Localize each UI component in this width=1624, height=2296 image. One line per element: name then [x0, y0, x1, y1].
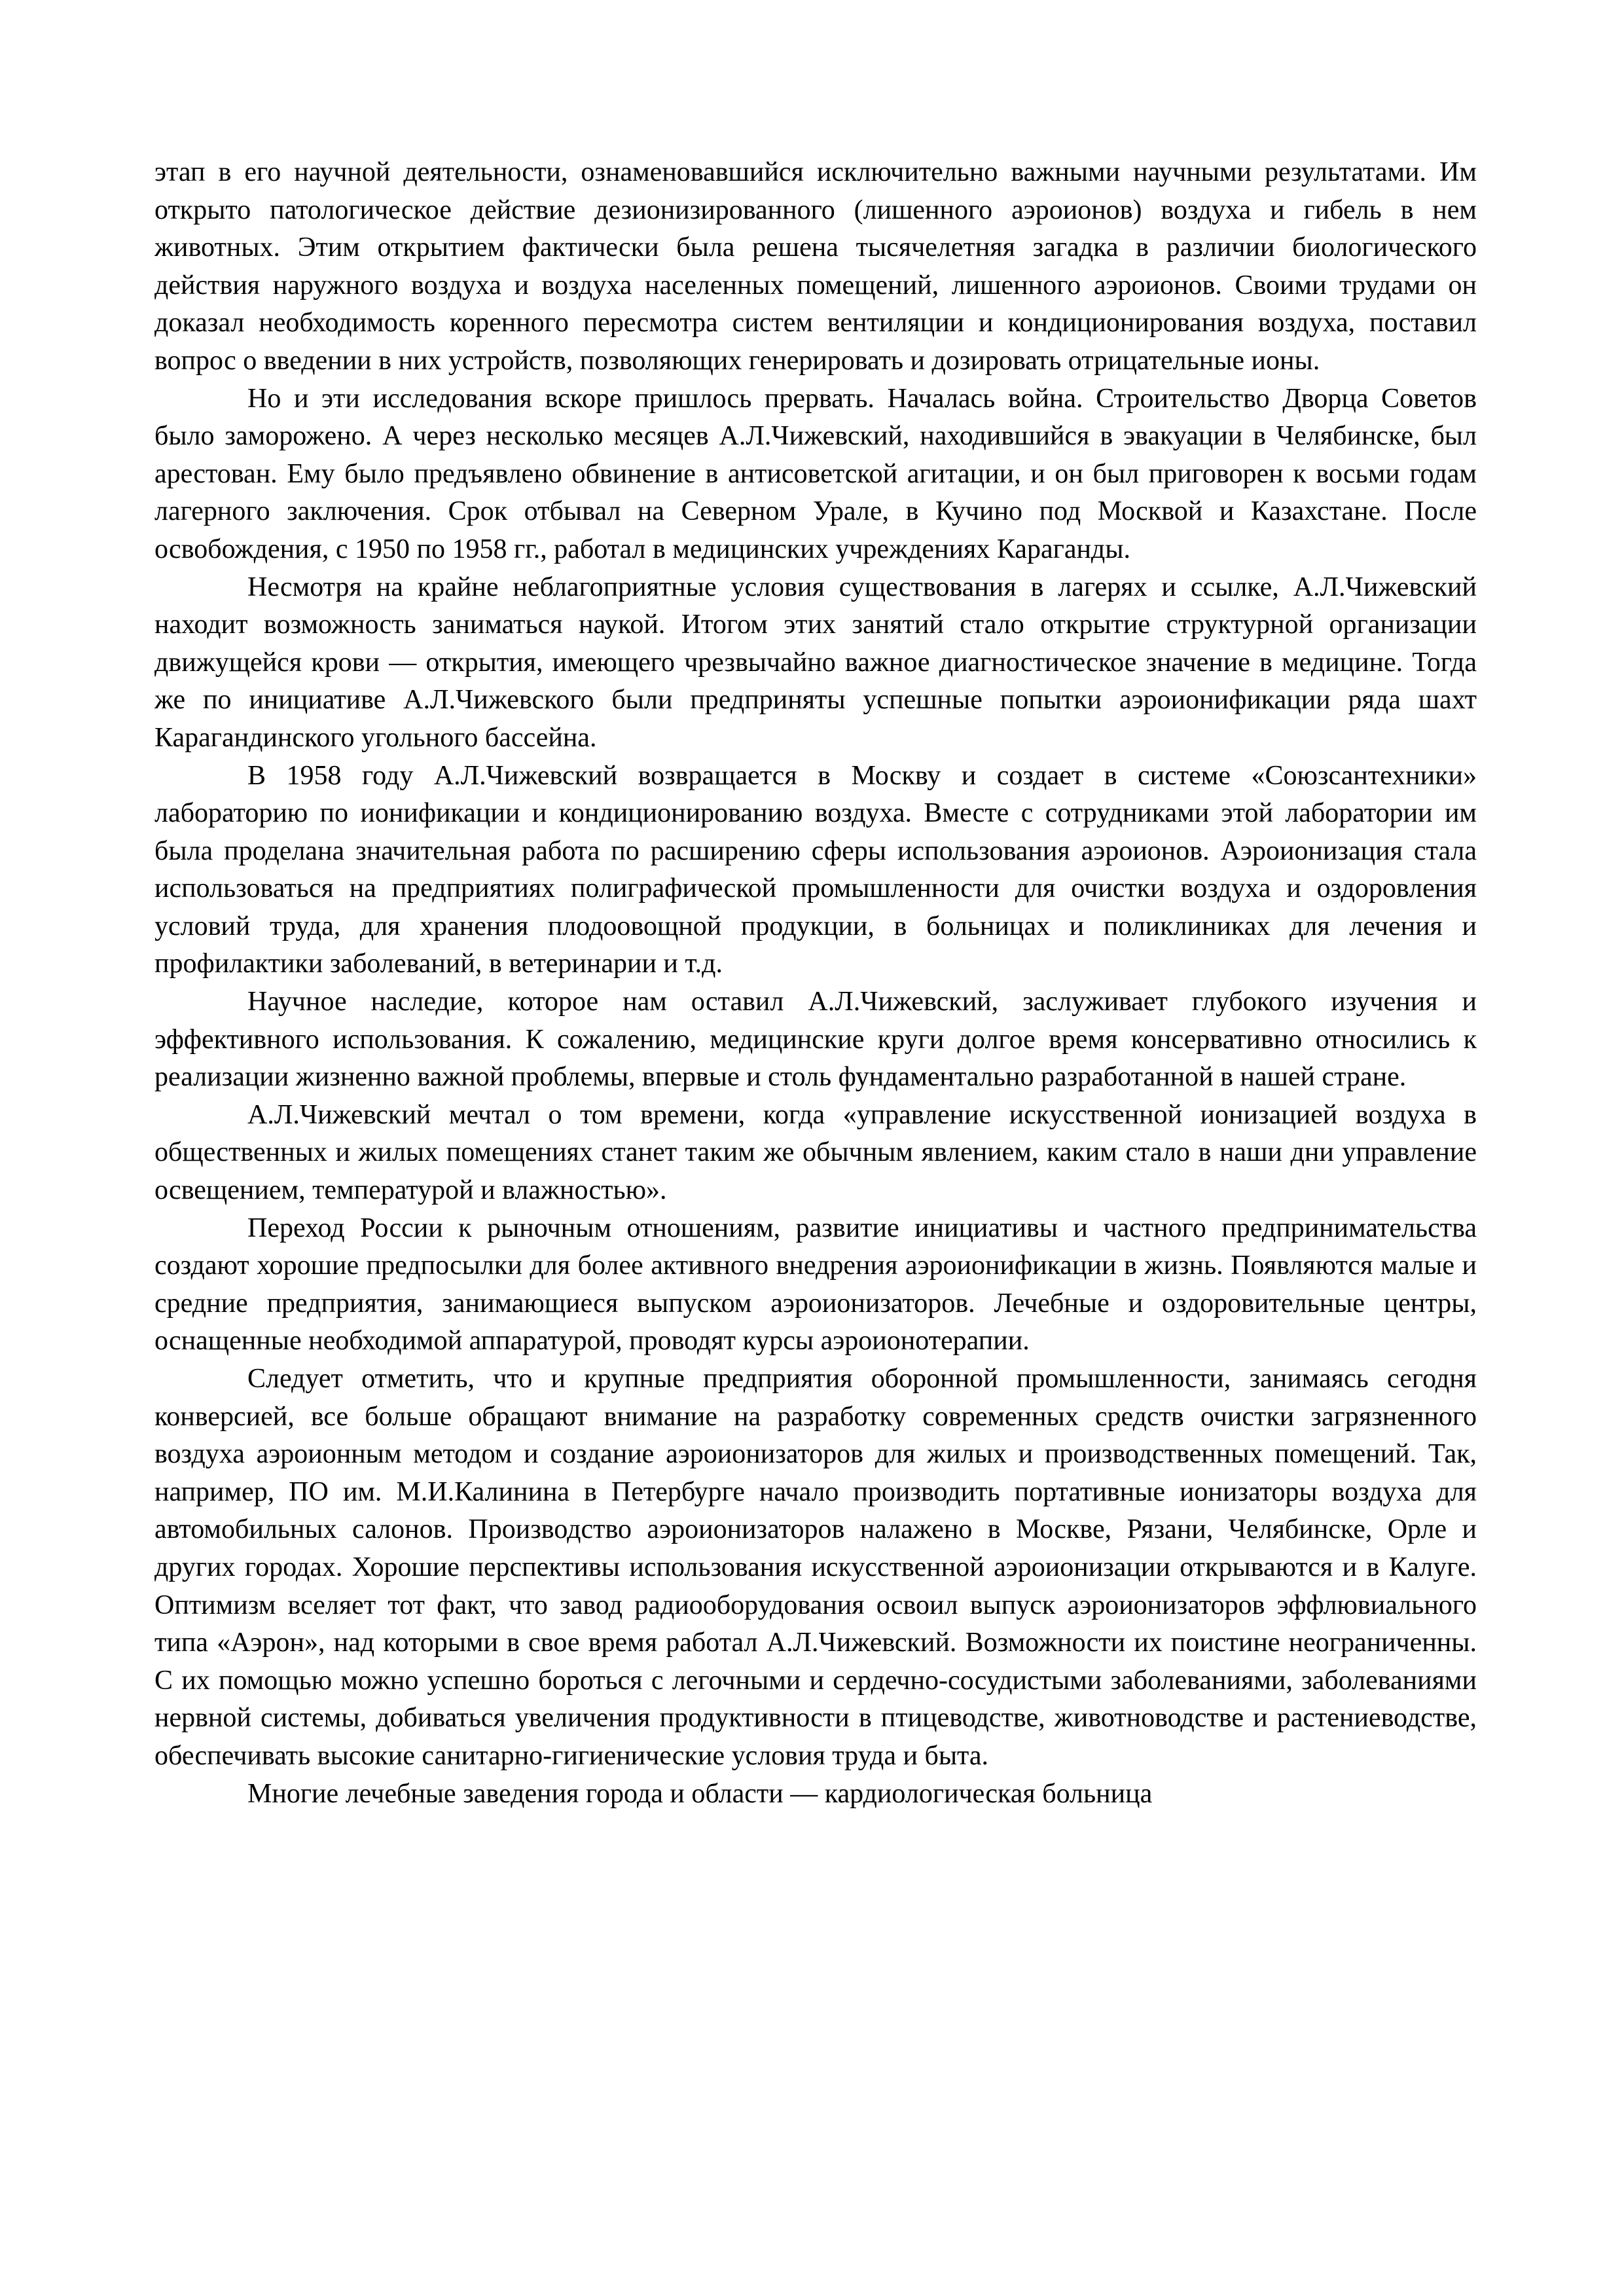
paragraph-6: А.Л.Чижевский мечтал о том времени, когда «управление искусственной ионизацией воздуха в общественных и жилых помещениях станет таким же обычным явлением, каким стало в наши дни управление освещением, температурой и влажностью». — [154, 1099, 1477, 1206]
paragraph-1: этап в его научной деятельности, ознаменовавшийся исключительно важными научными результатами. Им открыто патологическое действие дезионизированного (лишенного аэроионов) воздуха и гибель в нем животных. Этим открытием фактически была решена тысячелетняя загадка в различии биологического действия наружного воздуха и воздуха населенных помещений, лишенного аэроионов. Своими трудами он доказал необходимость коренного пересмотра систем вентиляции и кондиционирования воздуха, поставил вопрос о введении в них устройств, позволяющих генерировать и дозировать отрицательные ионы. — [154, 157, 1477, 376]
paragraph-3: Несмотря на крайне неблагоприятные условия существования в лагерях и ссылке, А.Л.Чижевский находит возможность заниматься наукой. Итогом этих занятий стало открытие структурной организации движущейся крови — открытия, имеющего чрезвычайно важное диагностическое значение в медицине. Тогда же по инициативе А.Л.Чижевского были предприняты успешные попытки аэроионификации ряда шахт Карагандинского угольного бассейна. — [154, 572, 1477, 753]
paragraph-9: Многие лечебные заведения города и области — кардиологическая больница — [247, 1778, 1153, 1809]
paragraph-4: В 1958 году А.Л.Чижевский возвращается в Москву и создает в системе «Союзсантехники» лабораторию по ионификации и кондиционированию воздуха. Вместе с сотрудниками этой лаборатории им была проделана значительная работа по расширению сферы использования аэроионов. Аэроионизация стала использоваться на предприятиях полиграфической промышленности для очистки воздуха и оздоровления условий труда, для хранения плодоовощной продукции, в больницах и поликлиниках для лечения и профилактики заболеваний, в ветеринарии и т.д. — [154, 760, 1477, 979]
paragraph-2: Но и эти исследования вскоре пришлось прервать. Началась война. Строительство Дворца Советов было заморожено. А через несколько месяцев А.Л.Чижевский, находившийся в эвакуации в Челябинске, был арестован. Ему было предъявлено обвинение в антисоветской агитации, и он был приговорен к восьми годам лагерного заключения. Срок отбывал на Северном Урале, в Кучино под Москвой и Казахстане. После освобождения, с 1950 по 1958 гг., работал в медицинских учреждениях Караганды. — [154, 383, 1477, 564]
paragraph-7: Переход России к рыночным отношениям, развитие инициативы и частного предпринимательства создают хорошие предпосылки для более активного внедрения аэроионификации в жизнь. Появляются малые и средние предприятия, занимающиеся выпуском аэроионизаторов. Лечебные и оздоровительные центры, оснащенные необходимой аппаратурой, проводят курсы аэроионотерапии. — [154, 1212, 1477, 1357]
paragraph-5: Научное наследие, которое нам оставил А.Л.Чижевский, заслуживает глубокого изучения и эффективного использования. К сожалению, медицинские круги долгое время консервативно относились к реализации жизненно важной проблемы, впервые и столь фундаментально разработанной в нашей стране. — [154, 987, 1477, 1093]
paragraph-8: Следует отметить, что и крупные предприятия оборонной промышленности, занимаясь сегодня конверсией, все больше обращают внимание на разработку современных средств очистки загрязненного воздуха аэроионным методом и создание аэроионизаторов для жилых и производственных помещений. Так, например, ПО им. М.И.Калинина в Петербурге начало производить портативные ионизаторы воздуха для автомобильных салонов. Производство аэроионизаторов налажено в Москве, Рязани, Челябинске, Орле и других городах. Хорошие перспективы использования искусственной аэроионизации открываются и в Калуге. Оптимизм вселяет тот факт, что завод радиооборудования освоил выпуск аэроионизаторов эффлювиального типа «Аэрон», над которыми в свое время работал А.Л.Чижевский. Возможности их поистине неограниченны. С их помощью можно успешно бороться с легочными и сердечно-сосудистыми заболеваниями, заболеваниями нервной системы, добиваться увеличения продуктивности в птицеводстве, животноводстве и растениеводстве, обеспечивать высокие санитарно-гигиенические условия труда и быта. — [154, 1364, 1477, 1771]
document-page — [154, 154, 1477, 1813]
